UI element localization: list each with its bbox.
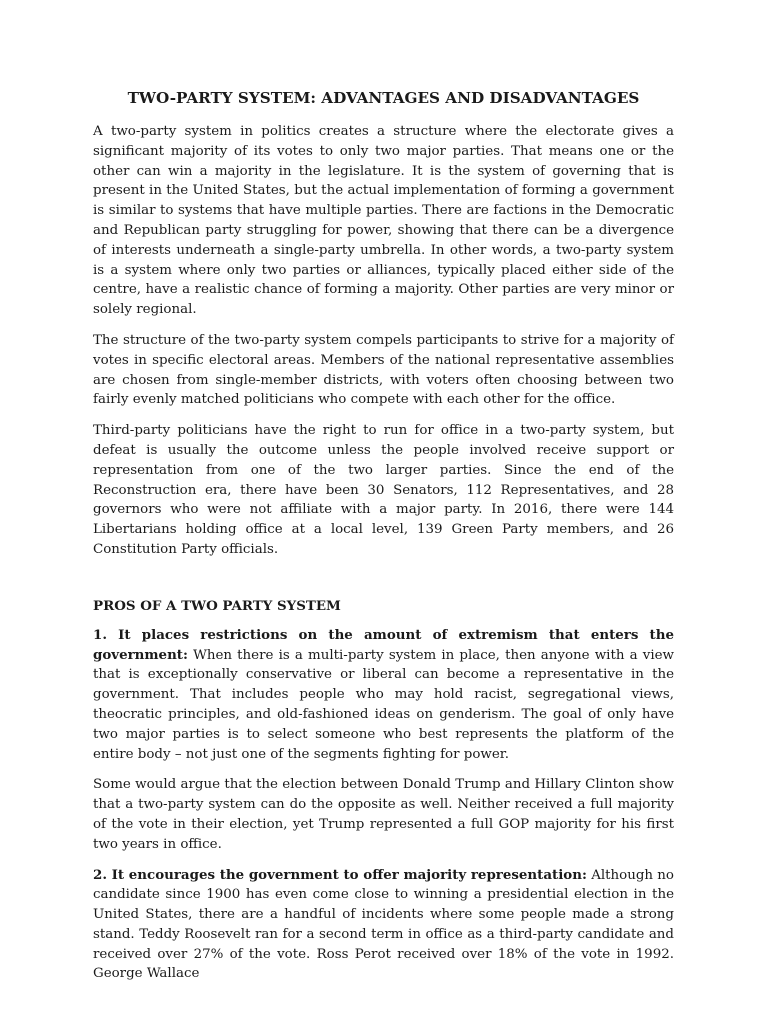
pro-2-lead: 2. It encourages the government to offer majority representation: — [93, 866, 587, 883]
intro-paragraph-1: A two-party system in politics creates a structure where the electorate gives a significant majority of its votes to only two major parties. That means one or the other can win a majority in the legislature. It is the system of governing that is present in the United States, but the actual implementation of forming a government is similar to systems that have multiple parties. There are factions in the Democratic and Republican party struggling for power, showing that there can be a divergence of interests underneath a single-party umbrella. In other words, a two-party system is a system where only two parties or alliances, typically placed either side of the centre, have a realistic chance of forming a majority. Other parties are very minor or solely regional. — [93, 124, 674, 318]
document-title: TWO-PARTY SYSTEM: ADVANTAGES AND DISADVANTAGES — [127, 89, 640, 107]
intro-paragraph-3: Third-party politicians have the right to run for office in a two-party system, but defeat is usually the outcome unless the people involved receive support or representation from one of the two larger parties. Since the end of the Reconstruction era, there have been 30 Senators, 112 Representatives, and 28 governors who were not affiliate with a major party. In 2016, there were 144 Libertarians holding office at a local level, 139 Green Party members, and 26 Constitution Party officials. — [93, 423, 674, 557]
pro-1-text: When there is a multi-party system in place, then anyone with a view that is exceptionally conservative or liberal can become a representative in the government. That includes people who may hold racist, segregational views, theocratic principles, and old-fashioned ideas on genderism. The goal of only have two major parties is to select someone who best represents the platform of the entire body – not just one of the segments fighting for power. — [93, 647, 674, 762]
pro-2-paragraph — [93, 866, 674, 985]
pro-1-followup-paragraph: Some would argue that the election between Donald Trump and Hillary Clinton show that a two-party system can do the opposite as well. Neither received a full majority of the vote in their election, yet Trump represented a full GOP majority for his first two years in office. — [93, 777, 674, 852]
pro-1-lead: 1. It places restrictions on the amount of extremism that enters the government: — [93, 626, 674, 663]
document-page — [93, 88, 674, 995]
pro-2-text: Although no candidate since 1900 has even come close to winning a presidential election in the United States, there are a handful of incidents where some people made a strong stand. Teddy Roosevelt ran for a second term in office as a third-party candidate and received over 27% of the vote. Ross Perot received over 18% of the vote in 1992. George Wallace — [93, 867, 674, 982]
pro-1-paragraph — [93, 626, 674, 765]
pros-section-heading: PROS OF A TWO PARTY SYSTEM — [93, 597, 341, 614]
intro-paragraph-2: The structure of the two-party system compels participants to strive for a majority of votes in specific electoral areas. Members of the national representative assemblies are chosen from single-member districts, with voters often choosing between two fairly evenly matched politicians who compete with each other for the office. — [93, 332, 674, 408]
